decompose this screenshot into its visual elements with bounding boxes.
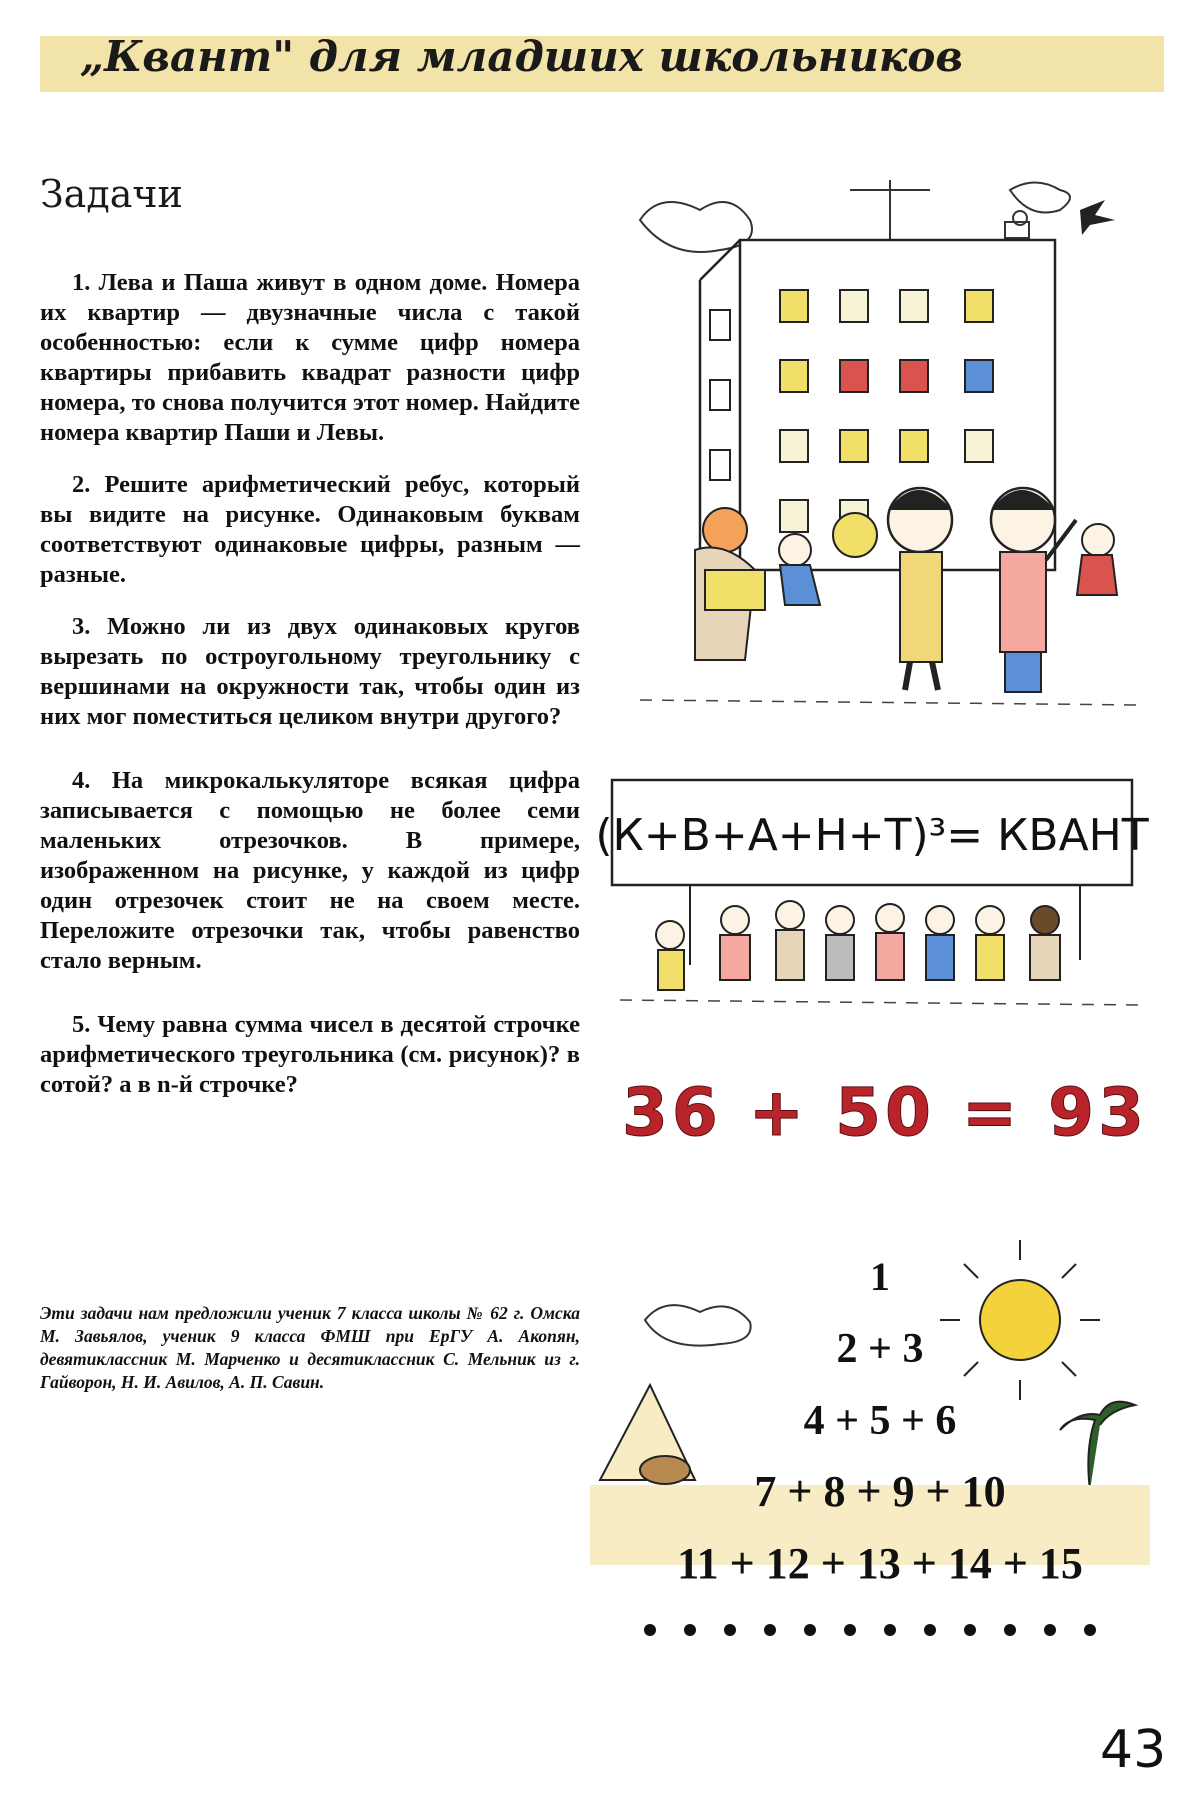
problem-1: 1. Лева и Паша живут в одном доме. Номера их квартир — двузначные числа с такой особенностью: если к сумме цифр номера квартиры прибавить квадрат разности цифр номера, то снова получится этот номер. Найдите номера квартир Паши и Левы.: [40, 269, 580, 446]
problem-list: [40, 268, 580, 1122]
ellipsis-dots: [644, 1624, 1096, 1636]
problem-4: 4. На микрокалькуляторе всякая цифра записывается с помощью не более семи маленьких отрезочков. В примере, изображенном на рисунке, у каждой из цифр один отрезочек стоит не на своем месте. Переложите отрезочки так, чтобы равенство стало верным.: [40, 767, 580, 974]
problem-2: 2. Решите арифметический ребус, который вы видите на рисунке. Одинаковым буквам соответствуют одинаковые цифры, разным — разные.: [40, 471, 580, 588]
problem-5: 5. Чему равна сумма чисел в десятой строчке арифметического треугольника (см. рисунок)? в сотой? а в n-й строчке?: [40, 1011, 580, 1098]
sun-icon: [940, 1240, 1100, 1400]
triangle-row-1: 1: [870, 1254, 890, 1299]
triangle-row-5: 11 + 12 + 13 + 14 + 15: [677, 1539, 1083, 1588]
header-banner: [40, 32, 1164, 92]
credits-note: Эти задачи нам предложили ученик 7 класса школы № 62 г. Омска М. Завьялов, ученик 9 класса ФМШ при ЕрГУ А. Акопян, девятиклассник М. Марченко и десятиклассник С. Мельник из г. Гайворон, Н. И. Авилов, А. П. Савин.: [40, 1303, 580, 1392]
rebus-text: (К+В+А+Н+Т)³= КВАНТ: [595, 810, 1149, 861]
banner-title: „Квант" для младших школьников: [80, 32, 963, 81]
triangle-illustration: [590, 1230, 1150, 1650]
page-number: 43: [1100, 1720, 1167, 1780]
triangle-row-3: 4 + 5 + 6: [803, 1398, 957, 1444]
calculator-expression: 36 + 50 = 93: [621, 1074, 1149, 1151]
rebus-illustration: [595, 770, 1160, 1020]
page-heading: Задачи: [40, 172, 183, 216]
calculator-illustration: [620, 1075, 1150, 1155]
triangle-row-2: 2 + 3: [836, 1326, 924, 1372]
problem-3: 3. Можно ли из двух одинаковых кругов вырезать по остроугольному треугольнику с вершинами на окружности так, чтобы один из них мог поместиться целиком внутри другого?: [40, 613, 580, 730]
building-illustration: [620, 180, 1160, 740]
triangle-row-4: 7 + 8 + 9 + 10: [754, 1467, 1006, 1516]
